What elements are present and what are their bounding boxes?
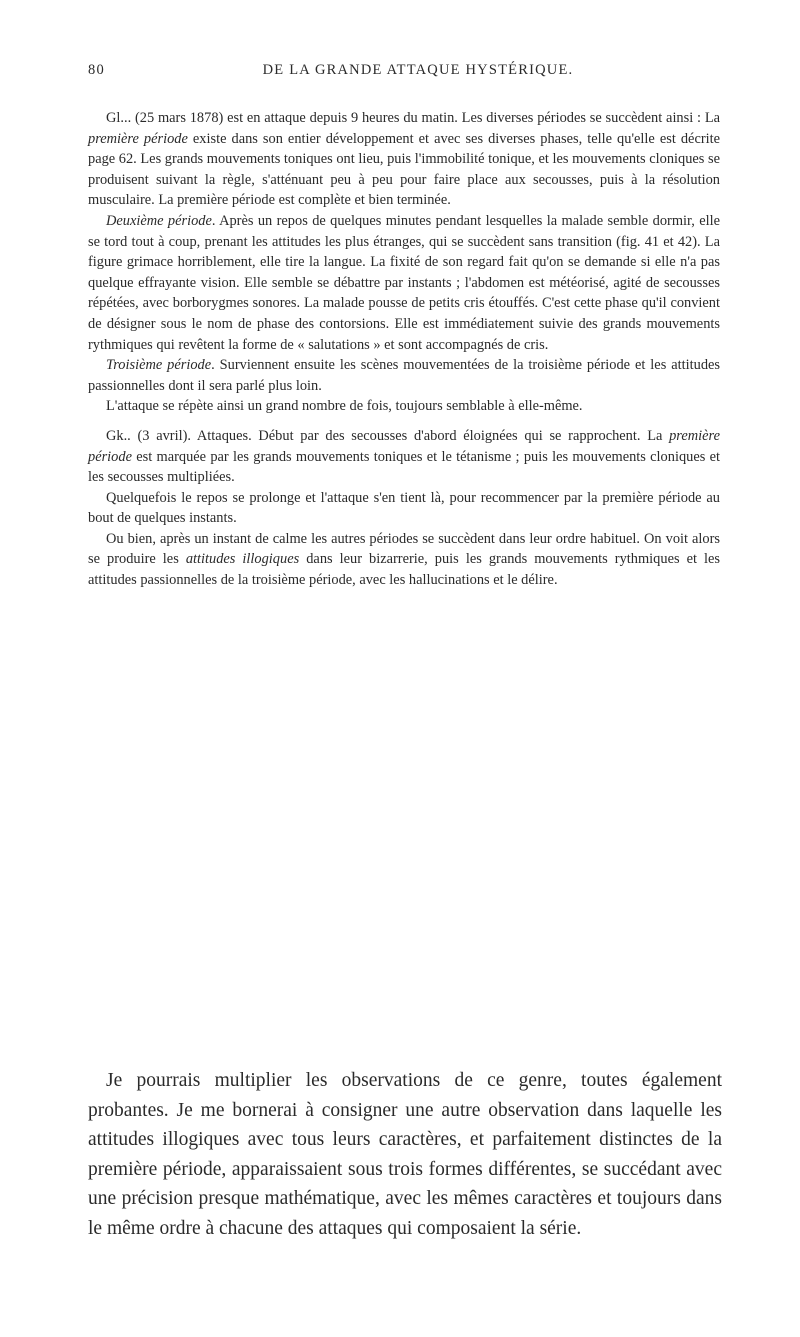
italic-term: première période bbox=[88, 427, 720, 465]
page-number: 80 bbox=[88, 62, 105, 78]
text-run: . Après un repos de quelques minutes pendant lesquelles la malade semble dormir, elle se tord tout à coup, prenant les attitudes les plus étranges, qui se succèdent sans transition (fig. 41 et 42). La figure grimace horriblement, elle tire la langue. La fixité de son regard fait qu'on se demande si elle n'a pas quelque effrayante vision. Elle semble se débattre par instants ; l'abdomen est météorisé, agité de secousses répétées, avec borborygmes sonores. La malade pousse de petits cris étouffés. C'est cette phase qu'il convient de désigner sous le nom de phase des contorsions. Elle est immédiatement suivie des grands mouvements rythmiques qui revêtent la forme de « salutations » et sont accompagnés de cris. bbox=[88, 212, 720, 353]
text-run: . Surviennent ensuite les scènes mouvementées de la troisième période et les attitudes passionnelles dont il sera parlé plus loin. bbox=[88, 357, 720, 394]
italic-term: première période bbox=[88, 130, 188, 147]
observation-gk-paragraph-2: Quelquefois le repos se prolonge et l'attaque s'en tient là, pour recommencer par la première période au bout de quelques instants. bbox=[88, 489, 720, 527]
observation-gk-paragraph-1 bbox=[88, 426, 720, 488]
observation-gl-paragraph-4: L'attaque se répète ainsi un grand nombre de fois, toujours semblable à elle-même. bbox=[106, 398, 583, 415]
observation-gl-paragraph-2 bbox=[88, 211, 720, 355]
italic-term: attitudes illogiques bbox=[185, 551, 300, 568]
observations-block bbox=[88, 108, 720, 591]
body-text-block bbox=[88, 1066, 722, 1244]
body-paragraph: Je pourrais multiplier les observations de ce genre, toutes également probantes. Je me bornerai à consigner une autre observation dans laquelle les attitudes illogiques avec tous leurs caractères, et parfaitement distinctes de la première période, apparaissaient sous trois formes différentes, se succédant avec une précision presque mathématique, avec les mêmes caractères et toujours dans le même ordre à chacune des attaques qui composaient la série. bbox=[88, 1070, 722, 1239]
period-heading: Troisième période bbox=[106, 357, 212, 374]
period-heading: Deuxième période bbox=[106, 212, 212, 229]
text-run: existe dans son entier développement et avec ses diverses phases, telle qu'elle est décrite page 62. Les grands mouvements toniques ont lieu, puis l'immobilité tonique, et les mouvements cloniques se produisent suivant la règle, s'atténuant peu à peu pour faire place aux secousses, puis à la résolution musculaire. La première période est complète et bien terminée. bbox=[88, 130, 721, 209]
observation-gl-paragraph-3 bbox=[88, 355, 720, 396]
text-run: est marquée par les grands mouvements toniques et le tétanisme ; puis les mouvements cloniques et les secousses multipliées. bbox=[88, 448, 720, 486]
text-run: Gk.. (3 avril). Attaques. Début par des secousses d'abord éloignées qui se rapprochent. La bbox=[106, 427, 670, 444]
running-title: DE LA GRANDE ATTAQUE HYSTÉRIQUE. bbox=[262, 62, 574, 78]
text-run: Ou bien, après un instant de calme les autres périodes se succèdent dans leur ordre habituel. On voit alors se produire les bbox=[88, 530, 720, 568]
observation-gl-paragraph-1 bbox=[88, 108, 720, 211]
observation-gk-paragraph-3 bbox=[88, 529, 720, 591]
text-run: Gl... (25 mars 1878) est en attaque depuis 9 heures du matin. Les diverses périodes se succèdent ainsi : La bbox=[106, 110, 720, 126]
text-run: dans leur bizarrerie, puis les grands mouvements rythmiques et les attitudes passionnelles de la troisième période, avec les hallucinations et le délire. bbox=[88, 551, 720, 589]
running-head bbox=[88, 62, 728, 86]
